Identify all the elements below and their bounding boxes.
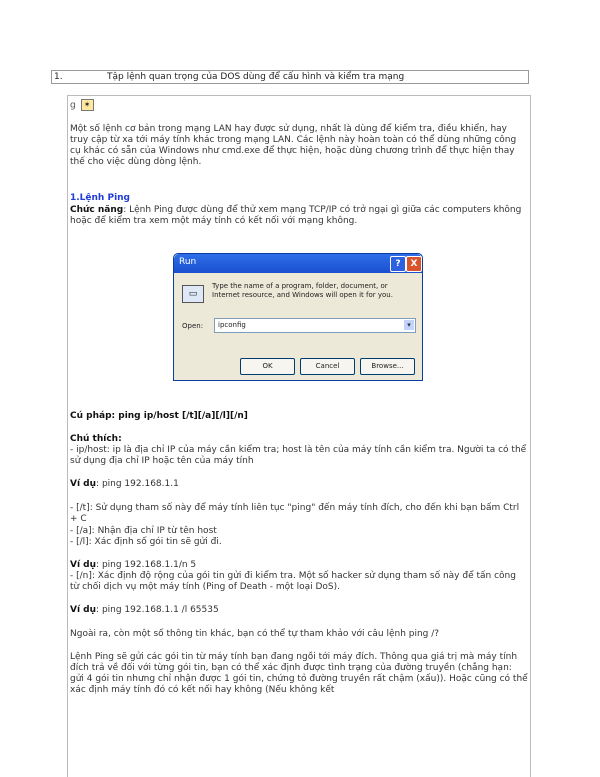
close-button[interactable]: X: [406, 256, 422, 272]
section-title: Tập lệnh quan trọng của DOS dùng để cấu hình và kiểm tra mạng: [107, 72, 405, 82]
open-input[interactable]: [214, 318, 416, 333]
example-label: Ví dụ: [70, 479, 97, 489]
content-box: [67, 95, 531, 777]
browse-button[interactable]: Browse...: [360, 358, 415, 375]
notes-text: - ip/host: ip là địa chỉ IP của máy cần kiểm tra; host là tên của máy tính cần kiểm tra. Người ta có thể sử dụng địa chỉ IP hoặc tên của máy tính: [70, 445, 527, 466]
run-program-icon: ▭: [182, 285, 204, 303]
run-dialog-title: Run: [179, 257, 197, 267]
open-input-value: ipconfig: [218, 321, 246, 329]
ping-explanation: Lệnh Ping sẽ gửi các gói tin từ máy tính bạn đang ngồi tới máy đích. Thông qua giá trị mà máy tính đích trả về đối với từng gói tin, bạn có thể xác định được tình trạng của đường truyền (chẳng hạn: gửi 4 gói tin nhưng chỉ nhận được 1 gói tin, chứng tỏ đường truyền rất chậm (xấu)). Hoặc cũng có thể xác định máy tính đó có kết nối hay không (Nếu không kết: [70, 652, 528, 695]
notes-label: Chú thích:: [70, 434, 122, 444]
icon-row: [70, 99, 94, 111]
section-number: 1.: [54, 72, 63, 82]
syntax-label: Cú pháp: [70, 411, 112, 421]
image-icon: ✶: [81, 99, 94, 111]
function-label: Chức năng: [70, 205, 124, 215]
syntax-line: [70, 411, 528, 422]
function-text: : Lệnh Ping được dùng để thử xem mạng TCP/IP có trở ngại gì giữa các computers không hoặc để kiểm tra xem một máy tính có kết nối với mạng không.: [70, 205, 522, 226]
run-dialog: [173, 253, 423, 381]
ping-function: [70, 205, 528, 227]
example-2: Ví dụ: ping 192.168.1.1/n 5: [70, 560, 197, 570]
more-info: Ngoài ra, còn một số thông tin khác, bạn có thể tự tham khảo với câu lệnh ping /?: [70, 629, 440, 639]
intro-paragraph: Một số lệnh cơ bản trong mạng LAN hay được sử dụng, nhất là dùng để kiểm tra, điều khiển, hay truy cập từ xa tới máy tính khác trong mạng LAN. Các lệnh này hoàn toàn có thể dùng những công cụ khác có sẵn của Windows như cmd.exe để thực hiện, hoặc dùng chương trình để thực hiện thay thế cho việc dùng dòng lệnh.: [70, 124, 517, 167]
option-a: - [/a]: Nhận địa chỉ IP từ tên host: [70, 526, 217, 536]
small-label: g: [70, 100, 76, 111]
chevron-down-icon[interactable]: ▾: [404, 320, 414, 330]
example-1: Ví dụ: ping 192.168.1.1: [70, 479, 179, 489]
cancel-button[interactable]: Cancel: [300, 358, 355, 375]
section-title-row: [51, 70, 529, 84]
option-l: - [/l]: Xác định số gói tin sẽ gửi đi.: [70, 537, 222, 547]
open-label: Open:: [182, 322, 204, 330]
option-t: - [/t]: Sử dụng tham số này để máy tính liên tục "ping" đến máy tính đích, cho đến khi bạn bấm Ctrl + C: [70, 503, 520, 524]
option-n: - [/n]: Xác định độ rộng của gói tin gửi đi kiểm tra. Một số hacker sử dụng tham số này để tấn công từ chối dịch vụ một máy tính (Ping of Death - một loại DoS).: [70, 571, 516, 592]
ok-button[interactable]: OK: [240, 358, 295, 375]
help-button[interactable]: ?: [390, 256, 406, 272]
run-description: Type the name of a program, folder, document, or Internet resource, and Windows will open it for you.: [212, 282, 393, 299]
run-dialog-titlebar: [174, 254, 422, 273]
example-3: Ví dụ: ping 192.168.1.1 /l 65535: [70, 605, 219, 615]
syntax-text: : ping ip/host [/t][/a][/l][/n]: [111, 411, 248, 421]
ping-heading: 1.Lệnh Ping: [70, 193, 130, 203]
